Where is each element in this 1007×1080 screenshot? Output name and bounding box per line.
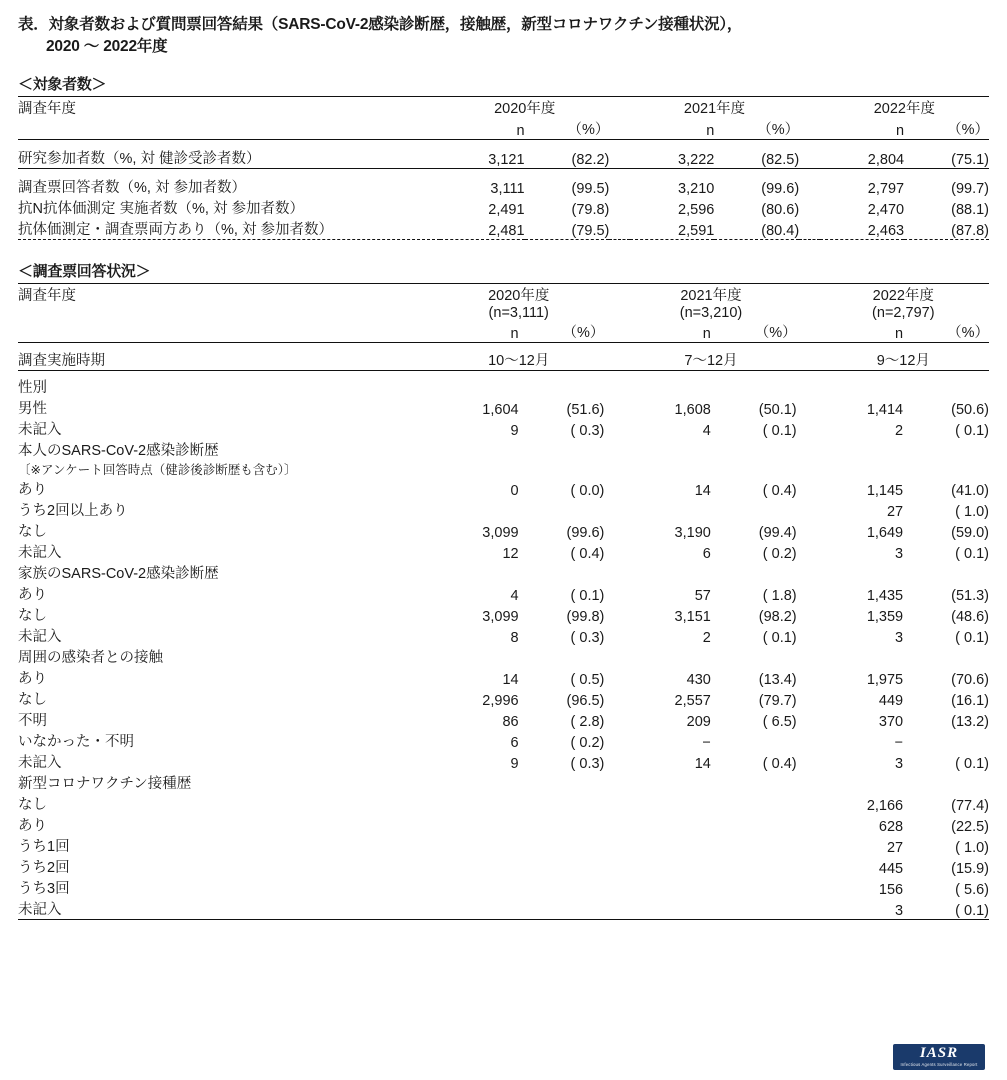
header-year-2021: 2021年度 (680, 287, 742, 304)
group-title: 家族のSARS-CoV-2感染診断歴 (18, 565, 219, 582)
header-row-label: 調査年度 (18, 100, 76, 117)
row-value-n: 2,804 (867, 151, 905, 168)
table-row (18, 197, 989, 218)
row-value-n: 27 (886, 839, 904, 856)
row-value-n (625, 877, 711, 898)
iasr-logo-subtitle: Infectious Agents Surveillance Report (900, 1062, 978, 1068)
row-value-pct: (75.1) (951, 151, 989, 168)
table-row (18, 898, 989, 920)
row-value-pct: (22.5) (951, 818, 989, 835)
table-row (18, 688, 989, 709)
row-value-n: 3,121 (488, 151, 525, 168)
row-value-pct (711, 730, 797, 751)
header-n-2022: n (895, 325, 904, 342)
table-row (18, 709, 989, 730)
row-value-pct: (51.6) (566, 401, 605, 418)
row-value-pct: (99.5) (571, 180, 610, 197)
header-n-2020: n (516, 122, 525, 139)
row-label: 未記入 (18, 628, 62, 645)
header-subcount-2021: (n=3,210) (679, 304, 743, 321)
section-title-responses: ＜調査票回答状況＞ (18, 262, 151, 280)
table-row (18, 793, 989, 814)
row-value-n: 370 (878, 713, 904, 730)
row-value-pct: ( 0.3) (570, 629, 605, 646)
caption-line-2: 2020 〜 2022年度 (46, 38, 168, 56)
header-year-2021: 2021年度 (683, 100, 746, 117)
row-value-n: 14 (694, 482, 711, 499)
table-row (18, 814, 989, 835)
table-header-subcount-row (18, 305, 989, 321)
row-value-pct: (88.1) (951, 201, 989, 218)
row-label: うち1回 (18, 838, 70, 855)
header-n-2020: n (510, 325, 519, 342)
row-value-n: 430 (686, 671, 711, 688)
row-value-pct (519, 898, 605, 920)
row-value-pct: ( 0.2) (762, 545, 797, 562)
row-value-n (625, 898, 711, 920)
table-row (18, 418, 989, 439)
table-row (18, 168, 989, 197)
row-value-pct: ( 0.1) (955, 902, 989, 919)
group-header (18, 772, 989, 793)
row-value-n: 3 (895, 629, 904, 646)
table-row (18, 877, 989, 898)
row-value-n: 2 (702, 629, 711, 646)
survey-period-2021: 7〜12月 (684, 352, 738, 369)
row-value-n: 628 (878, 818, 904, 835)
header-n-2022: n (896, 122, 905, 139)
table-row (18, 478, 989, 499)
row-value-pct (519, 877, 605, 898)
row-value-pct: ( 0.4) (762, 755, 797, 772)
row-value-pct: ( 0.5) (570, 671, 605, 688)
row-value-n (625, 814, 711, 835)
row-label: うち2回以上あり (18, 502, 128, 519)
row-value-pct (519, 856, 605, 877)
row-label: いなかった・不明 (18, 733, 134, 750)
row-value-pct: ( 6.5) (762, 713, 797, 730)
table-header-year-row (18, 96, 989, 118)
row-value-n: 3 (895, 755, 904, 772)
row-label: 未記入 (18, 544, 62, 561)
row-value-pct: ( 1.0) (955, 503, 989, 520)
row-value-pct: (16.1) (951, 692, 989, 709)
row-value-pct: ( 1.0) (955, 839, 989, 856)
row-value-n (625, 856, 711, 877)
row-value-pct (519, 835, 605, 856)
row-value-n: 3,222 (678, 151, 715, 168)
row-value-pct: (15.9) (951, 860, 989, 877)
row-value-n: 2,797 (867, 180, 905, 197)
row-value-n: 4 (702, 422, 711, 439)
row-value-n: 57 (694, 587, 711, 604)
row-value-n (433, 793, 519, 814)
table-bottom-rule (18, 919, 989, 924)
row-value-n (433, 856, 519, 877)
group-header (18, 646, 989, 667)
row-value-n: 1,435 (866, 587, 904, 604)
group-title: 本人のSARS-CoV-2感染診断歴 (18, 442, 219, 459)
row-value-n: 3,210 (678, 180, 715, 197)
row-value-pct: (82.2) (571, 151, 610, 168)
row-value-n: 86 (502, 713, 519, 730)
row-value-pct: ( 0.1) (955, 545, 989, 562)
row-value-pct (519, 793, 605, 814)
header-pct-2022: （%） (947, 324, 989, 341)
header-pct-2022: （%） (947, 121, 989, 138)
row-value-n: 2,481 (488, 222, 525, 239)
row-value-n (625, 499, 711, 520)
header-pct-2020: （%） (567, 121, 610, 138)
row-label: 未記入 (18, 901, 62, 918)
row-label: あり (18, 481, 47, 498)
table-row (18, 835, 989, 856)
row-value-pct: (80.6) (761, 201, 800, 218)
row-value-n (433, 877, 519, 898)
row-value-n: 2,463 (867, 222, 905, 239)
table-row (18, 541, 989, 562)
row-label: うち3回 (18, 880, 70, 897)
row-value-n (433, 814, 519, 835)
table-subjects (18, 96, 989, 244)
row-value-pct: ( 0.1) (762, 629, 797, 646)
header-pct-2020: （%） (562, 324, 605, 341)
row-value-pct: (79.8) (571, 201, 610, 218)
row-value-pct (711, 835, 797, 856)
row-value-pct: (99.8) (566, 608, 605, 625)
row-value-n: 445 (878, 860, 904, 877)
row-value-pct: (41.0) (951, 482, 989, 499)
row-value-pct: (99.6) (761, 180, 800, 197)
row-value-pct: ( 0.1) (955, 422, 989, 439)
row-value-n: 4 (510, 587, 519, 604)
table-row (18, 583, 989, 604)
group-title: 性別 (18, 379, 47, 396)
row-value-n: 12 (502, 545, 519, 562)
row-value-n (433, 499, 519, 520)
caption-line-1: 表．対象者数および質問票回答結果（SARS-CoV-2感染診断歴，接触歴，新型コロナワクチン接種状況）， (18, 16, 743, 33)
row-value-n: 449 (878, 692, 904, 709)
survey-period-2020: 10〜12月 (488, 352, 550, 369)
table-row (18, 218, 989, 240)
row-value-pct: (99.7) (951, 180, 989, 197)
row-value-n: 2,557 (674, 692, 711, 709)
row-value-pct: ( 0.3) (570, 755, 605, 772)
table-row (18, 667, 989, 688)
row-value-pct (711, 856, 797, 877)
row-label: うち2回 (18, 859, 70, 876)
table-header-np-row (18, 321, 989, 343)
group-note (18, 460, 989, 478)
row-value-n: 8 (510, 629, 519, 646)
row-value-n: − (702, 734, 711, 751)
row-value-n: 2,491 (488, 201, 525, 218)
row-value-pct: ( 0.4) (762, 482, 797, 499)
header-subcount-2022: (n=2,797) (872, 304, 935, 321)
table-caption (18, 14, 989, 59)
row-value-n: − (894, 734, 904, 751)
row-value-pct: (59.0) (951, 524, 989, 541)
row-value-n: 3,151 (674, 608, 711, 625)
row-value-pct: (48.6) (951, 608, 989, 625)
row-value-n (625, 835, 711, 856)
row-value-pct: ( 0.1) (570, 587, 605, 604)
row-value-n: 1,975 (866, 671, 904, 688)
group-header (18, 439, 989, 460)
row-value-pct: (77.4) (951, 797, 989, 814)
row-value-pct: (13.4) (758, 671, 797, 688)
table-row (18, 139, 989, 168)
row-value-n: 9 (510, 755, 519, 772)
header-year-2020: 2020年度 (488, 287, 550, 304)
row-value-n: 156 (878, 881, 904, 898)
row-survey-period (18, 342, 989, 370)
row-value-pct: (50.6) (951, 401, 989, 418)
row-value-n: 1,649 (866, 524, 904, 541)
row-value-n: 9 (510, 422, 519, 439)
row-label: 調査票回答者数（%, 対 参加者数） (18, 179, 246, 196)
row-value-n: 1,604 (482, 401, 519, 418)
row-value-n: 3 (895, 545, 904, 562)
row-value-pct: ( 0.2) (570, 734, 605, 751)
header-pct-2021: （%） (754, 324, 797, 341)
iasr-logo (893, 1044, 985, 1070)
row-value-n: 209 (686, 713, 711, 730)
table-row (18, 397, 989, 418)
row-value-n: 27 (886, 503, 904, 520)
row-value-n: 2,591 (678, 222, 715, 239)
group-note-text: 〔※アンケート回答時点（健診後診断歴も含む）〕 (18, 462, 297, 477)
row-value-n: 2,596 (678, 201, 715, 218)
row-value-pct: (82.5) (761, 151, 800, 168)
row-label: 男性 (18, 400, 47, 417)
row-value-pct (711, 499, 797, 520)
row-value-n: 3,099 (482, 524, 519, 541)
row-value-pct: ( 0.4) (570, 545, 605, 562)
table-row (18, 730, 989, 751)
row-value-n: 14 (502, 671, 519, 688)
row-value-pct: ( 0.3) (570, 422, 605, 439)
row-value-n: 1,145 (866, 482, 904, 499)
header-pct-2021: （%） (757, 121, 800, 138)
row-label: 未記入 (18, 754, 62, 771)
row-value-pct: ( 5.6) (955, 881, 989, 898)
header-subcount-2020: (n=3,111) (488, 304, 549, 321)
row-value-n: 3,111 (490, 180, 525, 197)
header-row-label: 調査年度 (18, 287, 76, 304)
header-n-2021: n (706, 122, 715, 139)
table-row (18, 520, 989, 541)
section-title-subjects: ＜対象者数＞ (18, 75, 107, 93)
row-value-pct (711, 814, 797, 835)
table-row (18, 856, 989, 877)
row-value-pct (519, 499, 605, 520)
row-value-n (433, 898, 519, 920)
row-value-pct: (96.5) (566, 692, 605, 709)
table-row (18, 625, 989, 646)
table-header-year-row (18, 283, 989, 305)
row-label: 抗体価測定・調査票両方あり（%, 対 参加者数） (18, 221, 333, 238)
header-n-2021: n (702, 325, 711, 342)
group-header (18, 376, 989, 397)
row-label: 不明 (18, 712, 47, 729)
header-year-2020: 2020年度 (494, 100, 556, 117)
row-label: あり (18, 586, 47, 603)
row-value-n: 3 (895, 902, 904, 919)
row-label: なし (18, 796, 47, 813)
row-value-n: 1,608 (674, 401, 711, 418)
row-label: 研究参加者数（%, 対 健診受診者数） (18, 150, 261, 167)
row-value-pct: (51.3) (951, 587, 989, 604)
group-title: 周囲の感染者との接触 (18, 649, 163, 666)
row-value-pct (711, 898, 797, 920)
row-value-n: 3,099 (482, 608, 519, 625)
row-value-pct: (79.7) (758, 692, 797, 709)
group-header (18, 562, 989, 583)
row-value-pct: (87.8) (951, 222, 989, 239)
header-year-2022: 2022年度 (873, 100, 935, 117)
row-label: なし (18, 523, 47, 540)
row-value-n: 1,359 (866, 608, 904, 625)
row-label: 抗N抗体価測定 実施者数（%, 対 参加者数） (18, 200, 304, 217)
row-value-pct: ( 0.0) (570, 482, 605, 499)
row-label: なし (18, 691, 47, 708)
table-row (18, 604, 989, 625)
table-row (18, 751, 989, 772)
table-header-np-row (18, 118, 989, 140)
row-value-n (433, 835, 519, 856)
row-value-n: 2,996 (482, 692, 519, 709)
row-value-pct: (13.2) (951, 713, 989, 730)
row-value-pct: (50.1) (758, 401, 797, 418)
row-value-pct: ( 0.1) (762, 422, 797, 439)
row-value-pct: (80.4) (761, 222, 800, 239)
row-value-pct: ( 1.8) (762, 587, 797, 604)
row-label: あり (18, 817, 47, 834)
row-value-n: 0 (510, 482, 519, 499)
iasr-logo-text: IASR (919, 1045, 959, 1062)
row-value-pct: (79.5) (571, 222, 610, 239)
table-row (18, 499, 989, 520)
table-survey-responses (18, 283, 989, 924)
row-value-pct: ( 0.1) (955, 755, 989, 772)
survey-period-2022: 9〜12月 (876, 352, 930, 369)
row-value-n: 2,166 (866, 797, 904, 814)
row-value-n: 2,470 (867, 201, 905, 218)
row-value-pct: (99.4) (758, 524, 797, 541)
row-label: あり (18, 670, 47, 687)
row-value-n: 14 (694, 755, 711, 772)
row-value-pct: (99.6) (566, 524, 605, 541)
row-value-pct (519, 814, 605, 835)
row-value-n: 6 (702, 545, 711, 562)
row-value-pct (903, 730, 989, 751)
row-value-n: 2 (895, 422, 904, 439)
row-value-n (625, 793, 711, 814)
header-year-2022: 2022年度 (872, 287, 934, 304)
row-label: なし (18, 607, 47, 624)
row-value-n: 3,190 (674, 524, 711, 541)
row-value-n: 1,414 (866, 401, 904, 418)
group-title: 新型コロナワクチン接種歴 (18, 775, 192, 792)
row-value-pct: (70.6) (951, 671, 989, 688)
row-label: 未記入 (18, 421, 62, 438)
row-value-pct: ( 2.8) (570, 713, 605, 730)
row-value-pct: (98.2) (758, 608, 797, 625)
row-value-pct: ( 0.1) (955, 629, 989, 646)
survey-period-label: 調査実施時期 (18, 352, 105, 369)
row-value-pct (711, 793, 797, 814)
row-value-pct (711, 877, 797, 898)
row-value-n: 6 (510, 734, 519, 751)
